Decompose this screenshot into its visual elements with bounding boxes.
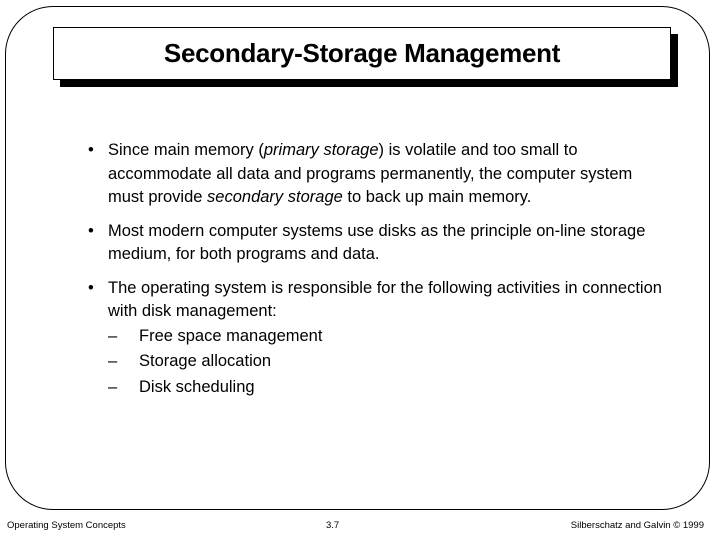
title-box <box>53 27 671 80</box>
bullet-icon: • <box>88 278 94 297</box>
bullet-icon: • <box>88 141 94 159</box>
sub-item-text: Free space management <box>139 326 323 345</box>
bullet-text-part: Since main memory ( <box>108 141 264 159</box>
dash-icon: – <box>108 377 118 396</box>
sub-item-text: Disk scheduling <box>139 377 255 396</box>
emphasis-primary-storage: primary storage <box>263 141 379 159</box>
bullet-item <box>88 139 668 210</box>
footer-right: Silberschatz and Galvin © 1999 <box>570 520 704 531</box>
dash-icon: – <box>108 326 118 345</box>
footer-page-number: 3.7 <box>326 520 340 531</box>
bullet-item <box>88 277 668 401</box>
sub-item-text: Storage allocation <box>139 352 272 370</box>
footer-left: Operating System Concepts <box>7 520 126 531</box>
sub-item <box>108 324 668 350</box>
bullet-text: The operating system is responsible for the following activities in connection with disk management: <box>108 278 662 320</box>
bullet-item <box>88 220 668 267</box>
sub-item <box>108 349 668 375</box>
emphasis-secondary-storage: secondary storage <box>207 188 343 206</box>
sub-item <box>108 375 668 401</box>
bullet-icon: • <box>88 221 94 240</box>
slide-title: Secondary-Storage Management <box>163 38 561 68</box>
slide-content <box>88 139 668 410</box>
dash-icon: – <box>108 352 118 370</box>
bullet-text-part: ) is volatile and too small to accommodate all data and programs permanently, the computer system must provide <box>108 141 633 206</box>
bullet-text: Most modern computer systems use disks as the principle on-line storage medium, for both programs and data. <box>108 221 646 263</box>
bullet-text-part: to back up main memory. <box>342 188 532 206</box>
